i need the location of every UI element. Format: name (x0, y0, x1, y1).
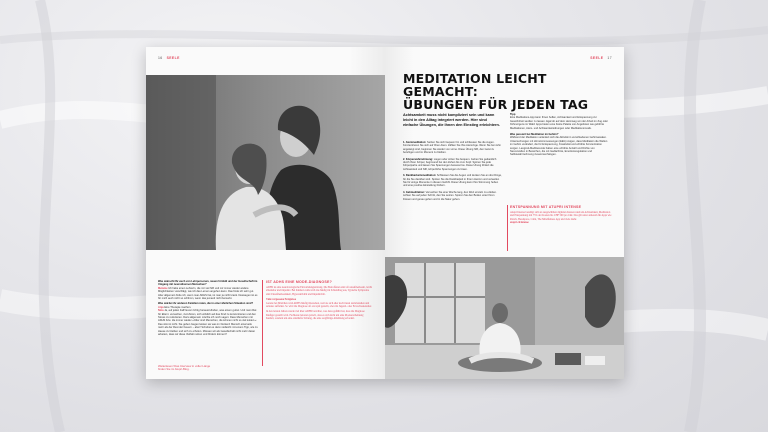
speaker-name: Anja (158, 305, 164, 309)
divider-line (507, 205, 508, 251)
section-label: SEELE (590, 56, 604, 60)
brain-text: Während der Meditation verändert sich die Aktivität in verschiedenen Gehirnarealen. Untersuchungen mit Hirnstrommessungen (EEG) zeigen, dass Meditation die Wellen im Gehirn verändert, die für Entspannung, Kreativität und erhöhte Konzentration sorgen. Langzeit-Meditierende haben eine erhöhte Anzahl und Dichte von Nervenzellen in Bereichen, die mit Gedächtnis, Emotionsregulation und Selbstwahrnehmung zusammenhängen. (510, 136, 608, 157)
exercise-text: Schliessen Sie die Augen und denken Sie an drei Dinge, für die Sie dankbar sind. Spüren Sie die Dankbarkeit in Ihrem Herzen und verweilen Sie für einige Momente in diesem Gefühl. Diese Übung kann Ihre Stimmung heben und eine positive Einstellung fördern. (403, 174, 502, 188)
sidebar-paragraph: ADHS ist eine neurobiologische Entwicklungsstörung. Die Betroffenen sind oft unaufmerksam, leicht ablenkbar und impulsiv. Bei Kindern wirkt sich das häufig im Schulalltag aus, Typische Symptome sind Unaufmerksamkeit, Hyperaktivität und Impulsivität. (266, 286, 372, 296)
exercise-2 (403, 158, 503, 172)
sidebar-paragraph: Gerade bei Mädchen wird ADHS häufig übersehen, weil sie sich eher nach innen zurückziehen und seltener auffallen. So wird die Diagnose oft erst spät gestellt, etwa im Jugend- oder Erwachsenenalter. (266, 301, 372, 309)
left-page (146, 47, 385, 379)
sidebar-subheading: Viele vergessene Ereignisse (266, 298, 296, 302)
promo-heading: ENTSPANNUNG MIT ATUPRI INTENSE (510, 205, 582, 209)
sidebar-heading: IST ADHS EINE MODE-DIAGNOSE? (266, 280, 332, 284)
exercise-label: 3. Dankbarkeitsmeditation: (403, 174, 437, 178)
exercise-list (403, 141, 503, 204)
sidebar-box (266, 280, 372, 321)
exercise-4 (403, 191, 503, 201)
tip-heading: Tipp (510, 113, 516, 116)
interview-text (158, 280, 258, 337)
exercise-label: 1. Atemmeditation: (403, 141, 427, 144)
exercise-label: 2. Körperwahrnehmung: (403, 157, 433, 161)
exercise-3 (403, 174, 503, 188)
answer-2: Eine Therapie machen. (164, 305, 192, 309)
page-number: 17 (607, 56, 612, 60)
section-label: SEELE (166, 56, 180, 60)
meditation-photo (385, 257, 624, 379)
promo-text: Atupri Intense beteiligt sich an ausgewählten digitalen Kursen rund um Achtsamkeit, Meditation und Entspannung mit 75% der Kosten bis CHF 500 pro Jahr. Das gilt unter anderem für Apps wie Pensiv, Headspace, Calm, The Mindfulness App und viele mehr. (510, 211, 612, 221)
article-title (403, 72, 613, 111)
answer-3: Ja, auf jeden Fall! Eurer richtig herauszufinden, was einem guttut. Und mein Rat für Eltern: versuchen, zuzuhören, sich wirklich auf das Kind zu konzentrieren und den Stress zu reduzieren. Dazu allgemein möchte ich noch sagen: Dass Menschen mit ADHS bzw. die immer wieder »Oder sind Menschen, die können nicht so viel leisten.« Das stimmt nicht. Sie geben Gegen leisten sie was im Denken! Mensch einerseits mehr als der Rest der Feuern – aber! Schubst es dann vielleicht mit einem Tipp, wie zu Hause zu bleiben und sich zu erholen. Müssen wir als Gesellschaft nicht mehr daran arbeiten, dass wir diese Vielfalt nutzen und fördern können? (158, 309, 258, 337)
right-page (385, 47, 624, 379)
speaker-name: Nina (158, 309, 164, 313)
title-line-2: ÜBUNGEN FÜR JEDEN TAG (403, 97, 589, 112)
exercise-1 (403, 141, 503, 155)
exercise-text: Setzen Sie sich bequem hin und schliessen Sie die Augen. Konzentrieren Sie sich auf Ihren Atem. Zählen Sie Ihre Atemzüge. Wenn Sie bei zehn angelangt sind, beginnen Sie wieder von vorne. Diese Übung hilft, den Geist zu beruhigen und im Moment zu bleiben. (403, 141, 501, 155)
brain-heading: Was passiert bei Meditation im Gehirn? (510, 133, 559, 137)
title-line-1: MEDITATION LEICHT GEMACHT: (403, 71, 547, 99)
question-1: Was wünscht Ihr euch von Lehrpersonen, neuen Umfeld und der Gesellschaft im Umgang mit neurodiversen Menschen? (158, 280, 258, 287)
question-2: Was würdet ihr anderen Familien raten, die in einer ähnlichen Situation sind? (158, 302, 254, 306)
tip-text: Eine Meditations-App kann Ihnen helfen, Achtsamkeit und Entspannung zur Gewohnheit werden zu lassen. Egal ob auf dem Heimweg von der Arbeit im Zug oder frühmorgens im Wald: Apps bieten eine breite Palette von Angeboten wie geführte Meditationen, Atem- und Achtsamkeitsübungen oder Meditationsmusik. (510, 116, 608, 130)
exercise-text: Liegen oder sitzen Sie bequem. Gehen Sie gedanklich durch Ihren Körper, beginnend bei den Zehen bis zum Kopf. Spüren Sie jede Körperpartie und lassen Sie Spannungen bewusst los. Diese Übung fördert die Achtsamkeit und hilft, körperliche Spannungen zu lösen. (403, 157, 497, 171)
footer-note: Weiterlesen! Das Interview in voller Länge finden Sie im Atupri-Blog. (158, 364, 211, 372)
promo-link: atupri.ch/intense (510, 221, 529, 225)
left-folio (158, 56, 180, 60)
exercise-label: 4. Gehmeditation: (403, 190, 425, 194)
sidebar-paragraph: In den letzten Jahren wurde viel über ADHS berichtet, was dazu geführt hat, dass die Diagnose häufiger gestellt wird. Fachleute betonen jedoch, dass es sich nicht um eine Modeerscheinung handelt, sondern um eine ernsthafte Störung, die eine sorgfältige Abklärung erfordert. (266, 310, 365, 321)
right-folio (590, 56, 612, 60)
magazine-spread (146, 47, 624, 379)
exercise-text: Versuchen Sie eine Woche lang, den Wert einzeln zu erleben. Achten Sie auf jeden Schritt, den Sie setzen. Spüren Sie den Boden unter Ihren Füssen und genau gehen und in die Natur gehen. (403, 190, 497, 201)
mother-daughter-photo (146, 75, 385, 250)
divider-line (262, 280, 263, 366)
article-lead: Achtsamkeit muss nicht kompliziert sein und kann leicht in den Alltag integriert werden. Hier sind einfache Übungen, die Ihnen den Einstieg erleichtern. (403, 113, 500, 127)
promo-box (510, 205, 612, 225)
answer-1: Ich habe einen Lehrerin, die mir viel hilft und mir immer wieder andere Möglichkeiten vorschlägt, wie ich das Lernen angehen kann. Das finde ich sehr gut. Aber allgemein finde ich, wenn man ADHS hat, ist man ja nicht krank. Deswegen ist es für mich auch nicht so schlimm, wenn das jemand nicht bemerkt. (158, 286, 258, 301)
speaker-name: Melanie (158, 286, 168, 290)
tip-column (510, 113, 610, 157)
page-number: 16 (158, 56, 163, 60)
